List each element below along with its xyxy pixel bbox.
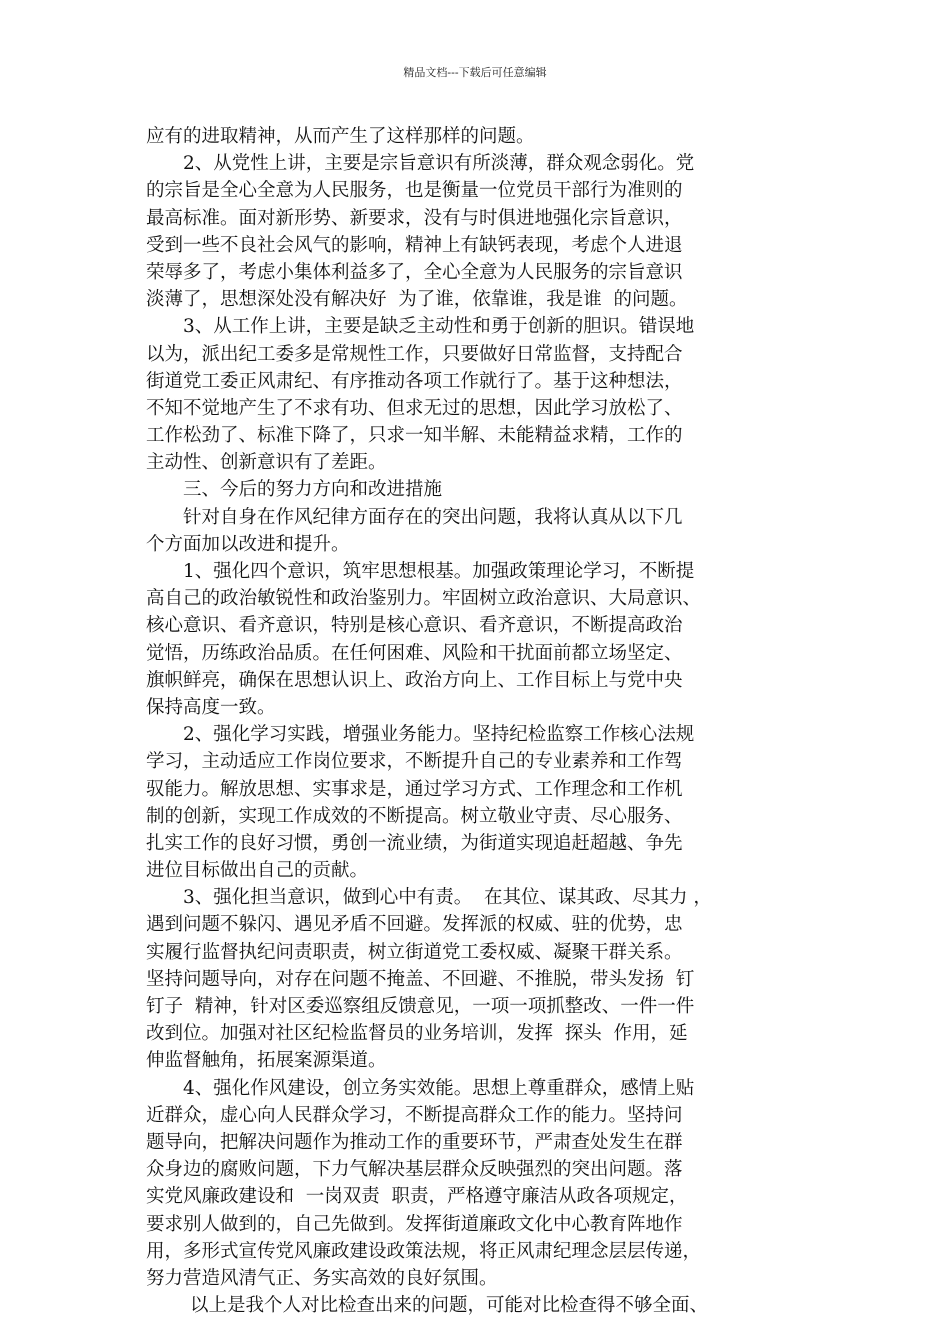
text-line: 3、强化担当意识，做到心中有责。 在其位、谋其政、尽其力 ， — [183, 887, 712, 909]
text-line: 进位目标做出自己的贡献。 — [146, 860, 369, 882]
text-line: 主动性、创新意识有了差距。 — [146, 452, 387, 474]
text-line: 最高标准。面对新形势、新要求，没有与时俱进地强化宗旨意识， — [146, 207, 683, 229]
text-line: 用，多形式宣传党风廉政建设政策法规，将正风肃纪理念层层传递， — [146, 1240, 702, 1262]
text-line: 题导向，把解决问题作为推动工作的重要环节，严肃查处发生在群 — [146, 1131, 683, 1153]
text-line: 伸监督触角，拓展案源渠道。 — [146, 1050, 387, 1072]
text-line: 街道党工委正风肃纪、有序推动各项工作就行了。基于这种想法， — [146, 370, 683, 392]
text-line: 的宗旨是全心全意为人民服务，也是衡量一位党员干部行为准则的 — [146, 180, 683, 202]
text-line: 应有的进取精神，从而产生了这样那样的问题。 — [146, 126, 535, 147]
text-line: 不知不觉地产生了不求有功、但求无过的思想，因此学习放松了、 — [146, 397, 683, 419]
text-line: 高自己的政治敏锐性和政治鉴别力。牢固树立政治意识、大局意识、 — [146, 588, 702, 610]
text-line: 荣辱多了，考虑小集体利益多了，全心全意为人民服务的宗旨意识 — [146, 261, 683, 283]
text-line: 核心意识、看齐意识，特别是核心意识、看齐意识，不断提高政治 — [146, 615, 683, 637]
text-line: 实党风廉政建设和 一岗双责 职责，严格遵守廉洁从政各项规定， — [146, 1186, 688, 1208]
text-line: 驭能力。解放思想、实事求是，通过学习方式、工作理念和工作机 — [146, 778, 683, 800]
text-line: 众身边的腐败问题，下力气解决基层群众反映强烈的突出问题。落 — [146, 1159, 683, 1181]
text-line: 2、强化学习实践，增强业务能力。坚持纪检监察工作核心法规 — [183, 724, 695, 746]
text-line: 努力营造风清气正、务实高效的良好氛围。 — [146, 1267, 498, 1289]
text-line: 钉子 精神，针对区委巡察组反馈意见，一项一项抓整改、一件一件 — [146, 996, 695, 1017]
text-line: 针对自身在作风纪律方面存在的突出问题，我将认真从以下几 — [183, 506, 683, 528]
page-header: 精品文档---下载后可任意编辑 — [403, 66, 547, 79]
text-line: 遇到问题不躲闪、遇见矛盾不回避。发挥派的权威、驻的优势，忠 — [146, 914, 683, 936]
text-line: 受到一些不良社会风气的影响，精神上有缺钙表现，考虑个人进退 — [146, 234, 683, 256]
text-line: 坚持问题导向，对存在问题不掩盖、不回避、不推脱，带头发扬 钉 — [146, 968, 695, 990]
text-line: 扎实工作的良好习惯，勇创一流业绩，为街道实现追赶超越、争先 — [146, 832, 683, 854]
text-line: 要求别人做到的，自己先做到。发挥街道廉政文化中心教育阵地作 — [146, 1213, 683, 1235]
text-line: 学习，主动适应工作岗位要求，不断提升自己的专业素养和工作驾 — [146, 751, 683, 773]
text-line: 三、今后的努力方向和改进措施 — [183, 479, 443, 501]
text-line: 4、强化作风建设，创立务实效能。思想上尊重群众，感情上贴 — [183, 1077, 695, 1099]
text-line: 以为，派出纪工委多是常规性工作，只要做好日常监督，支持配合 — [146, 343, 683, 365]
text-line: 改到位。加强对社区纪检监督员的业务培训，发挥 探头 作用，延 — [146, 1023, 688, 1045]
text-line: 工作松劲了、标准下降了，只求一知半解、未能精益求精，工作的 — [146, 425, 683, 447]
text-line: 淡薄了，思想深处没有解决好 为了谁，依靠谁，我是谁 的问题。 — [146, 289, 688, 311]
document-body — [146, 123, 822, 1319]
text-line: 旗帜鲜亮，确保在思想认识上、政治方向上、工作目标上与党中央 — [146, 669, 683, 691]
text-line: 实履行监督执纪问责职责，树立街道党工委权威、凝聚干群关系。 — [146, 941, 683, 963]
text-line: 1、强化四个意识，筑牢思想根基。加强政策理论学习，不断提 — [183, 561, 695, 582]
text-line: 制的创新，实现工作成效的不断提高。树立敬业守责、尽心服务、 — [146, 805, 683, 827]
text-line: 觉悟，历练政治品质。在任何困难、风险和干扰面前都立场坚定、 — [146, 642, 683, 664]
text-line: 2、从党性上讲，主要是宗旨意识有所淡薄，群众观念弱化。党 — [183, 153, 695, 175]
text-line: 个方面加以改进和提升。 — [146, 533, 350, 555]
text-line: 保持高度一致。 — [146, 696, 276, 718]
text-line: 3、从工作上讲，主要是缺乏主动性和勇于创新的胆识。错误地 — [183, 316, 695, 338]
text-line: 近群众，虚心向人民群众学习，不断提高群众工作的能力。坚持问 — [146, 1104, 683, 1126]
text-line: 以上是我个人对比检查出来的问题，可能对比检查得不够全面、 — [190, 1295, 709, 1317]
